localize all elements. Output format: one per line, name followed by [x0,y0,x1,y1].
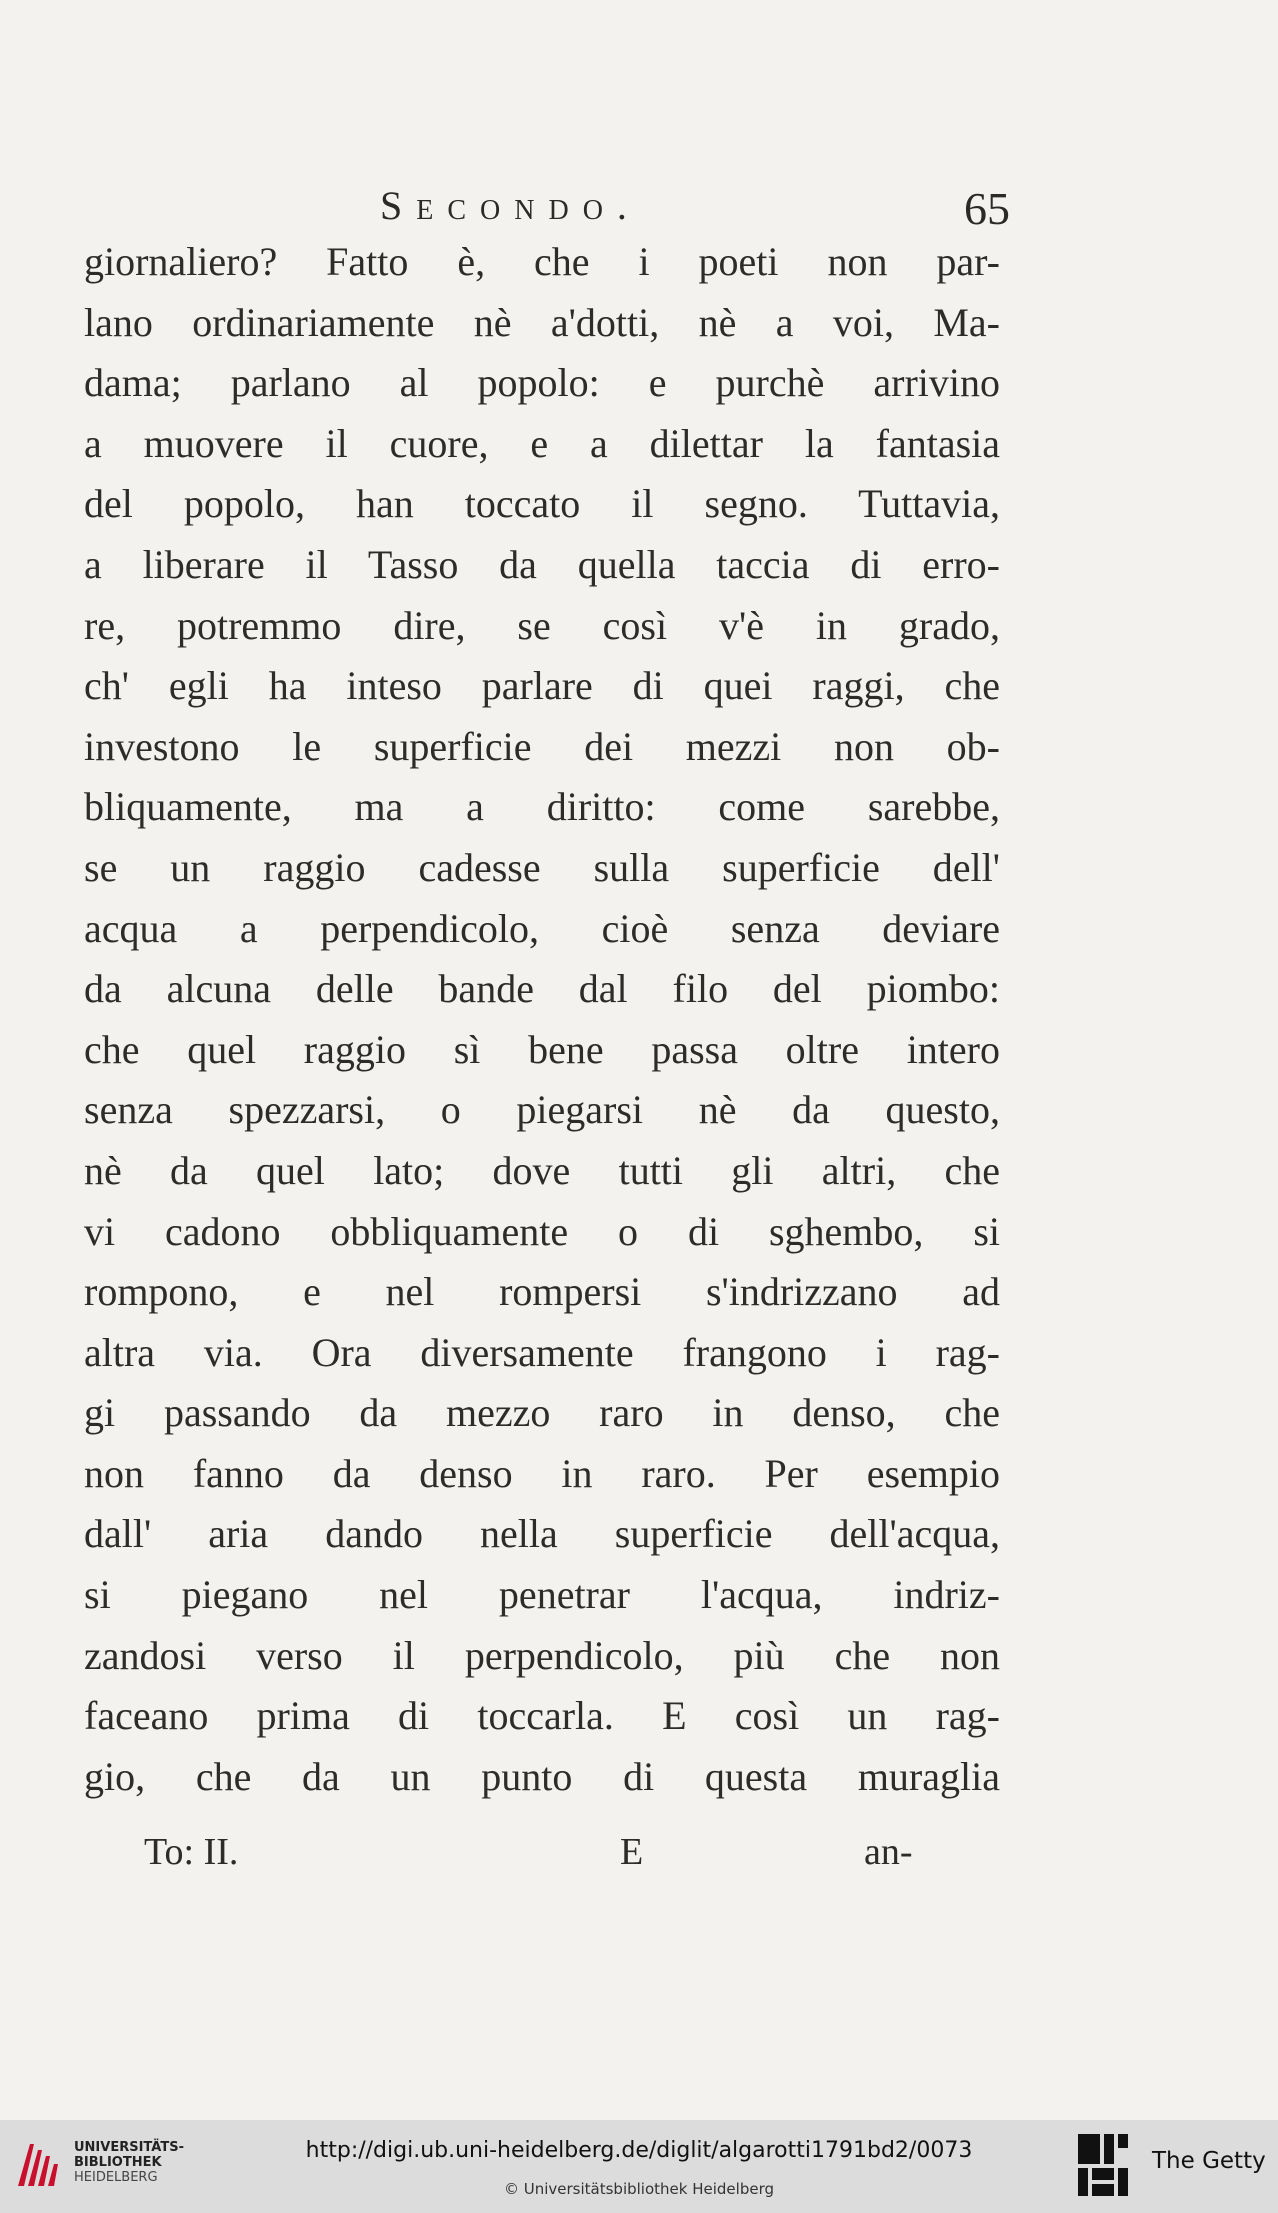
text-line: dall' aria dando nella superficie dell'acqua, [84,1511,1000,1557]
text-line: del popolo, han toccato il segno. Tuttavia, [84,481,1000,527]
text-line: altra via. Ora diversamente frangono i rag- [84,1329,1000,1375]
text-line: gio, che da un punto di questa muraglia [84,1753,1000,1799]
text-line: senza spezzarsi, o piegarsi nè da questo, [84,1087,1000,1133]
text-line: si piegano nel penetrar l'acqua, indriz- [84,1572,1000,1618]
getty-logo-icon [1076,2132,1130,2198]
signature-mark: E [620,1831,644,1873]
copyright-notice: © Universitätsbibliothek Heidelberg [503,2180,774,2198]
viewer-footer-bar [0,2120,1278,2213]
text-line: che quel raggio sì bene passa oltre intero [84,1026,1000,1072]
text-line: non fanno da denso in raro. Per esempio [84,1450,1000,1496]
text-line: da alcuna delle bande dal filo del piombo: [84,966,1000,1012]
text-line: faceano prima di toccarla. E così un rag- [84,1693,1000,1739]
page-number: 65 [964,183,1010,234]
body-text [84,232,1000,1807]
text-line: ch' egli ha inteso parlare di quei raggi, che [84,663,1000,709]
text-line: acqua a perpendicolo, cioè senza deviare [84,905,1000,951]
text-line: rompono, e nel rompersi s'indrizzano ad [84,1269,1000,1315]
text-line: nè da quel lato; dove tutti gli altri, che [84,1147,1000,1193]
text-line: investono le superficie dei mezzi non ob- [84,723,1000,769]
institution-line: BIBLIOTHEK [74,2155,162,2170]
text-line: se un raggio cadesse sulla superficie dell' [84,844,1000,890]
volume-mark: To: II. [144,1831,239,1873]
institution-line: UNIVERSITÄTS- [74,2140,184,2155]
text-line: a muovere il cuore, e a dilettar la fantasia [84,420,1000,466]
institution-line: HEIDELBERG [74,2170,158,2185]
text-line: giornaliero? Fatto è, che i poeti non par- [84,239,1000,284]
running-title: Secondo. [380,183,641,228]
page-footer [144,1830,934,1880]
text-line: bliquamente, ma a diritto: come sarebbe, [84,784,1000,830]
permalink-url[interactable]: http://digi.ub.uni-heidelberg.de/diglit/algarotti1791bd2/0073 [305,2138,973,2163]
text-line: vi cadono obbliquamente o di sghembo, si [84,1208,1000,1254]
text-line: zandosi verso il perpendicolo, più che non [84,1632,1000,1678]
partner-name: The Getty [1152,2148,1266,2174]
text-line: gi passando da mezzo raro in denso, che [84,1390,1000,1436]
text-line: re, potremmo dire, se così v'è in grado, [84,602,1000,648]
text-line: lano ordinariamente nè a'dotti, nè a voi, Ma- [84,299,1000,345]
catchword: an- [864,1831,913,1873]
text-line: a liberare il Tasso da quella taccia di erro- [84,541,1000,587]
text-line: dama; parlano al popolo: e purchè arrivino [84,360,1000,406]
